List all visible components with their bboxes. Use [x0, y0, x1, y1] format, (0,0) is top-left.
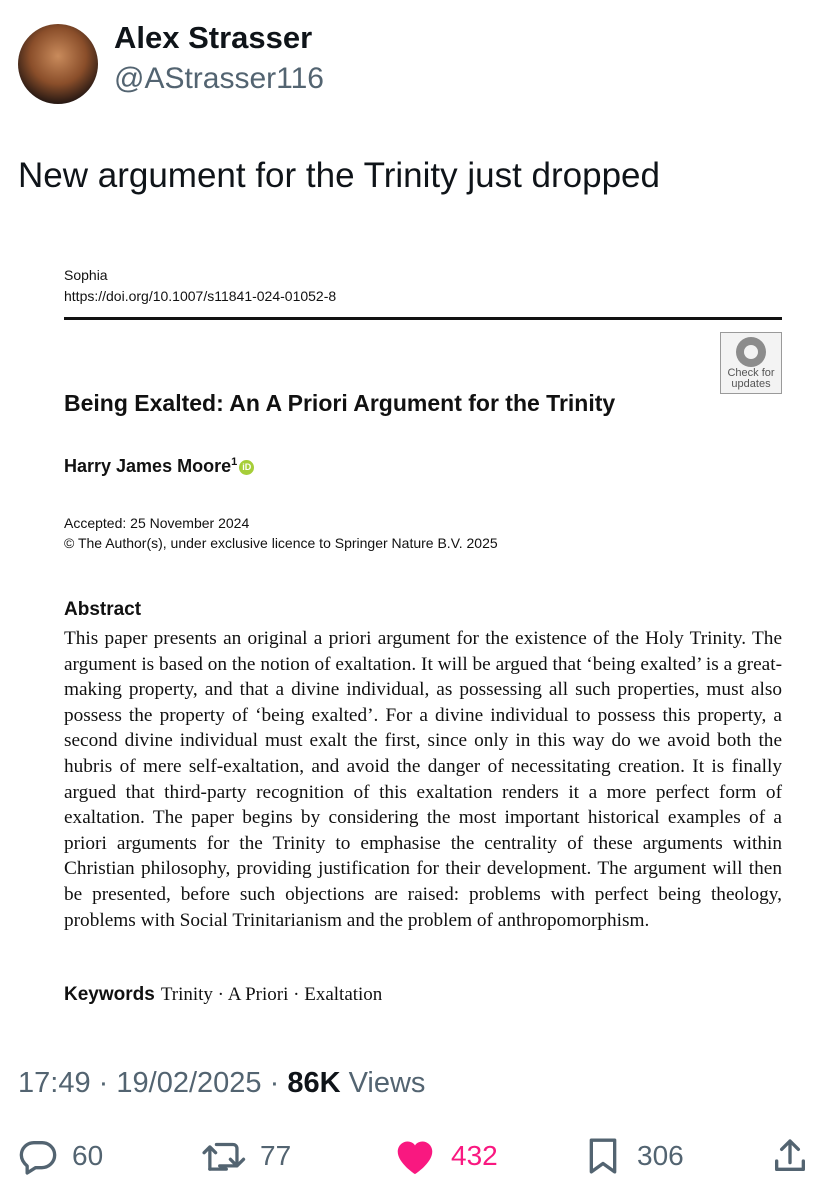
display-name[interactable]: Alex Strasser	[114, 20, 313, 55]
keywords-values: Trinity · A Priori · Exaltation	[160, 984, 383, 1005]
views-label: Views	[348, 1067, 426, 1099]
user-handle[interactable]: @AStrasser116	[114, 62, 324, 95]
accepted-date: Accepted: 25 November 2024	[64, 515, 250, 531]
paper-author-name: Harry James Moore	[64, 456, 232, 476]
orcid-icon: iD	[239, 460, 254, 475]
bookmark-button[interactable]	[583, 1134, 684, 1178]
tweet-time[interactable]: 17:49	[18, 1067, 91, 1099]
reply-icon	[18, 1136, 58, 1176]
header-rule	[64, 317, 782, 320]
tweet-date[interactable]: 19/02/2025	[116, 1067, 262, 1099]
keywords	[64, 984, 382, 1006]
attached-paper-image[interactable]	[0, 240, 828, 1030]
heart-icon	[393, 1136, 437, 1176]
meta-separator: ·	[269, 1067, 280, 1099]
author-affiliation: 1	[231, 456, 238, 468]
meta-separator: ·	[98, 1067, 109, 1099]
paper-doi: https://doi.org/10.1007/s11841-024-01052-8	[64, 288, 337, 304]
share-icon	[770, 1136, 810, 1176]
check-for-updates-label: Check for updates	[727, 367, 775, 390]
check-for-updates-badge	[720, 332, 782, 394]
reply-count: 60	[72, 1140, 104, 1171]
tweet-text: New argument for the Trinity just dropped	[18, 156, 660, 195]
share-button[interactable]	[770, 1134, 810, 1178]
license-line: © The Author(s), under exclusive licence to Springer Nature B.V. 2025	[64, 535, 498, 551]
abstract-heading: Abstract	[64, 599, 142, 620]
avatar[interactable]	[18, 24, 98, 104]
like-button[interactable]	[393, 1134, 498, 1178]
update-icon	[736, 337, 766, 367]
bookmark-count: 306	[637, 1140, 684, 1171]
bookmark-icon	[583, 1136, 623, 1176]
abstract-text: This paper presents an original a priori argument for the existence of the Holy Trinity. The argument is based on the notion of exaltation. It will be argued that ‘being exalted’ is a great-making property, and that a divine individual, as possessing all such properties, must also possess the property of ‘being exalted’. For a divine individual to possess this property, a second divine individual must exalt the first, since only in this way do we avoid both the hubris of mere self-exaltation, and avoid the danger of necessitating creation. It is finally argued that third-party recognition of this exaltation renders it a more perfect form of exaltation. The paper begins by considering the most important historical examples of a priori arguments for the Trinity to emphasise the centrality of these arguments within Christian philosophy, providing justification for their development. The argument will then be presented, before such objections are raised: problems with perfect being theology, problems with Social Trinitarianism and the problem of anthropomorphism.	[64, 628, 782, 931]
repost-button[interactable]	[200, 1134, 291, 1178]
journal-name: Sophia	[64, 267, 108, 283]
paper-author	[64, 456, 254, 477]
tweet-meta	[18, 1067, 425, 1100]
reply-button[interactable]	[18, 1134, 103, 1178]
like-count: 432	[451, 1140, 498, 1171]
repost-count: 77	[260, 1140, 292, 1171]
paper-title: Being Exalted: An A Priori Argument for the Trinity	[64, 390, 616, 416]
repost-icon	[200, 1136, 246, 1176]
views-count: 86K	[287, 1067, 341, 1099]
keywords-label: Keywords	[64, 984, 155, 1005]
